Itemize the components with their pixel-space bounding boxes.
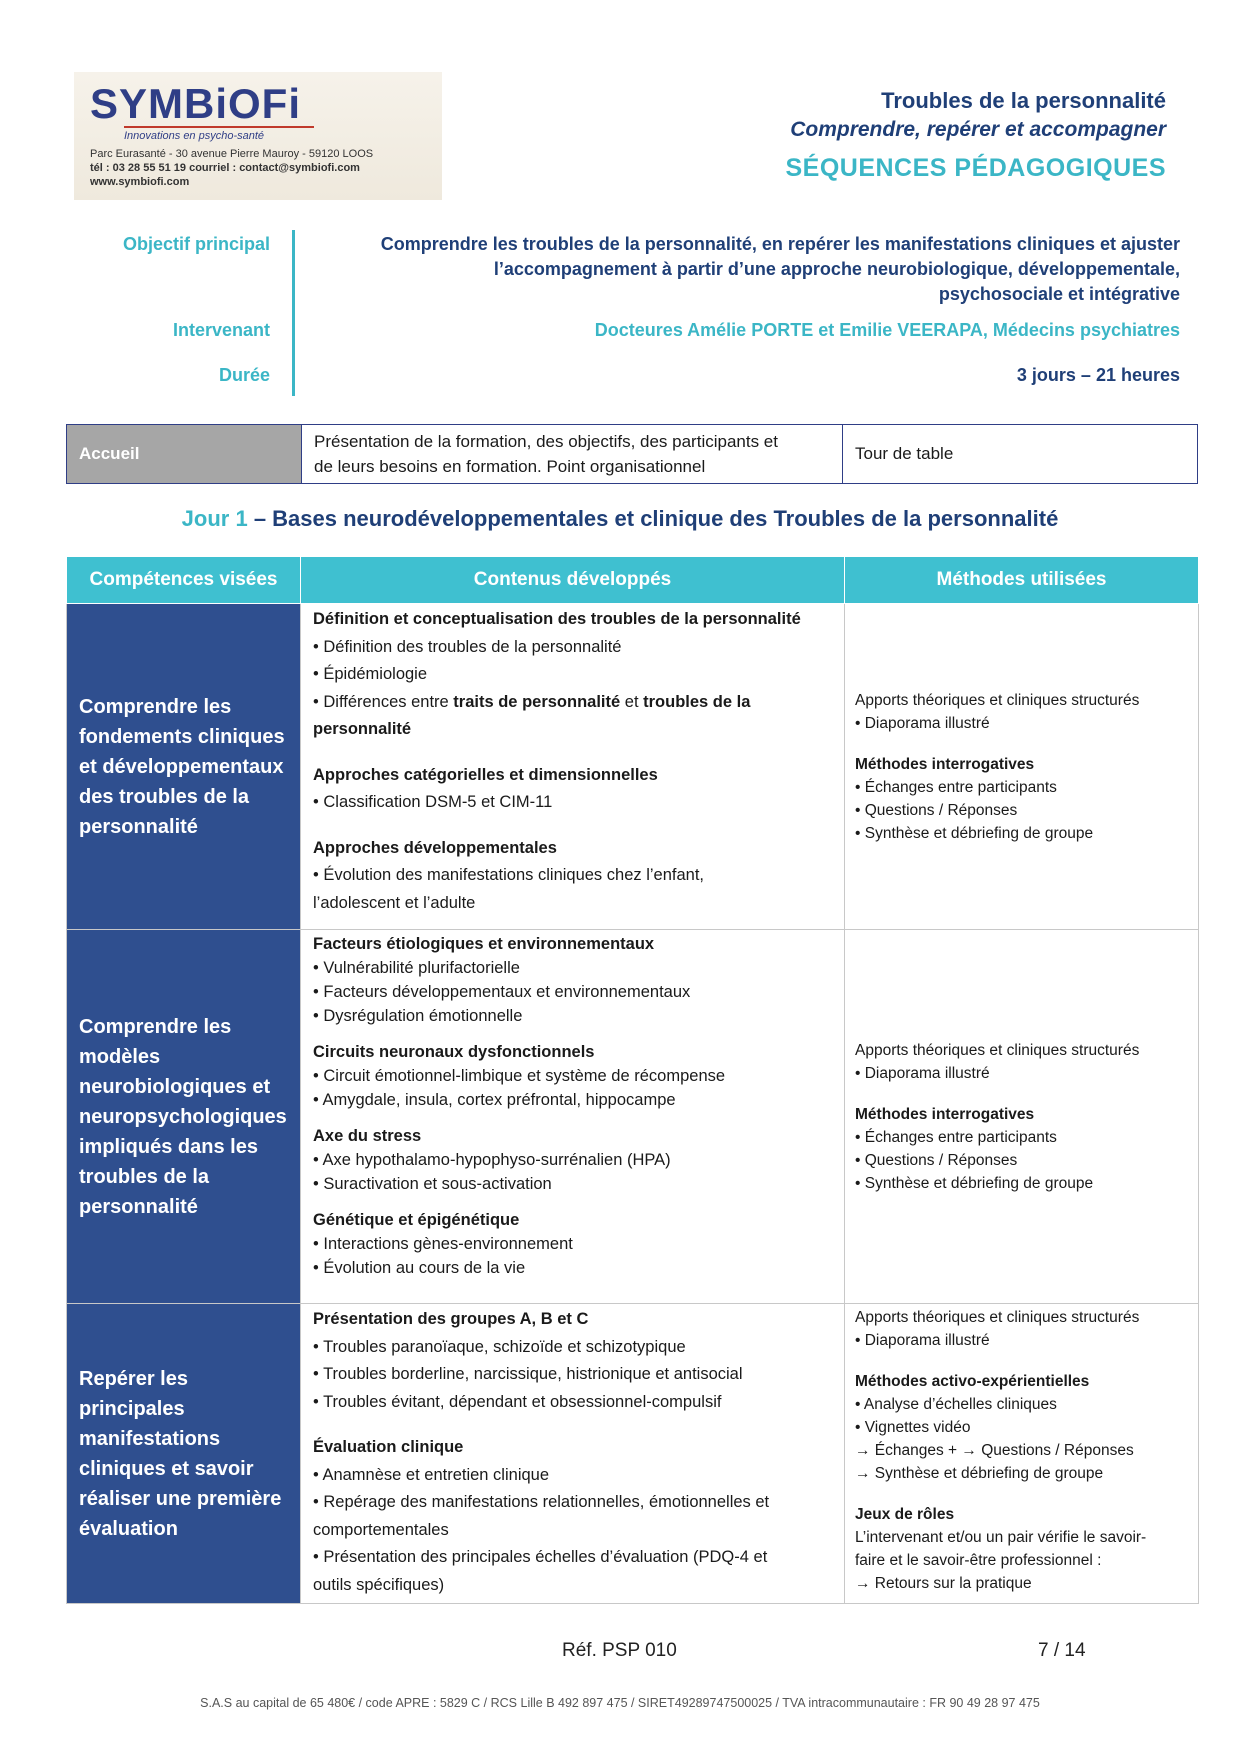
method-line: • Diaporama illustré [855, 1064, 990, 1082]
document-header [785, 88, 1166, 183]
company-logo [74, 72, 442, 200]
legal-footer: S.A.S au capital de 65 480€ / code APRE : 5829 C / RCS Lille B 492 897 475 / SIRET49289747500025 / TVA intracommunautaire : FR 90 49 28 97 475 [200, 1696, 1040, 1710]
table-row [67, 604, 1199, 930]
competence-line: fondements cliniques [79, 725, 285, 748]
method-line: • Vignettes vidéo [855, 1419, 971, 1436]
competence-line: impliqués dans les [79, 1135, 258, 1158]
content-section-title: Évaluation clinique [313, 1438, 464, 1456]
competence-line: neuropsychologiques [79, 1105, 287, 1128]
methods-cell [845, 930, 1199, 1304]
content-section-title: Présentation des groupes A, B et C [313, 1310, 589, 1328]
method-line: Apports théoriques et cliniques structurés [855, 1041, 1140, 1059]
content-section-title: Circuits neuronaux dysfonctionnels [313, 1043, 595, 1061]
content-bullet: • Circuit émotionnel-limbique et système de récompense [313, 1067, 726, 1085]
day-title: – Bases neurodéveloppementales et clinique des Troubles de la personnalité [247, 506, 1059, 531]
document-subtitle: Comprendre, repérer et accompagner [790, 118, 1166, 141]
content-text: • Différences entre [313, 692, 454, 711]
method-line: • Synthèse et débriefing de groupe [855, 1174, 1094, 1192]
method-line: → Échanges + → Questions / Réponses [855, 1442, 1134, 1459]
objectif-value [381, 232, 1180, 307]
content-section-title: Approches développementales [313, 838, 557, 857]
content-bullet: • Vulnérabilité plurifactorielle [313, 959, 520, 977]
duree-value: 3 jours – 21 heures [1016, 365, 1180, 385]
method-title: Méthodes activo-expérientielles [855, 1373, 1090, 1390]
method-line: faire et le savoir-être professionnel : [855, 1552, 1102, 1569]
content-bullet: • Troubles paranoïaque, schizoïde et schizotypique [313, 1337, 686, 1356]
content-bullet: • Évolution des manifestations cliniques chez l’enfant, [313, 866, 704, 884]
objectif-line: l’accompagnement à partir d’une approche neurobiologique, développementale, [493, 259, 1180, 279]
content-bullet: • Définition des troubles de la personnalité [313, 637, 622, 656]
competence-line: personnalité [79, 1195, 198, 1218]
competence-line: troubles de la [79, 1165, 210, 1188]
competence-line: cliniques et savoir [79, 1457, 254, 1480]
competence-line: et développementaux [79, 755, 284, 778]
method-line: • Échanges entre participants [855, 1128, 1057, 1146]
method-line: • Synthèse et débriefing de groupe [855, 824, 1094, 842]
page-number: 7 / 14 [1038, 1640, 1086, 1661]
competence-line: manifestations [79, 1427, 221, 1450]
content-cell [301, 604, 845, 930]
meta-divider [292, 230, 295, 396]
content-bullet: • Axe hypothalamo-hypophyso-surrénalien (HPA) [313, 1151, 671, 1169]
content-bullet: • Interactions gènes-environnement [313, 1235, 573, 1253]
content-emphasis: troubles de la [643, 692, 751, 711]
content-bullet: • Troubles évitant, dépendant et obsessionnel-compulsif [313, 1392, 722, 1411]
table-row [67, 930, 1199, 1304]
accueil-method: Tour de table [843, 425, 1198, 484]
document-title: Troubles de la personnalité [881, 88, 1166, 113]
logo-contact: tél : 03 28 55 51 19 courriel : contact@symbiofi.com [90, 162, 360, 174]
accueil-label: Accueil [67, 425, 302, 484]
objectif-line: psychosociale et intégrative [938, 284, 1180, 304]
column-header: Contenus développés [301, 557, 845, 604]
content-bullet: • Facteurs développementaux et environnementaux [313, 983, 691, 1001]
content-cell [301, 1304, 845, 1604]
content-cell [301, 930, 845, 1304]
competence-line: personnalité [79, 815, 198, 838]
competence-line: neurobiologiques et [79, 1075, 271, 1098]
competence-line: réaliser une première [79, 1487, 282, 1510]
document-reference: Réf. PSP 010 [562, 1640, 677, 1661]
content-bullet: • Anamnèse et entretien clinique [313, 1465, 550, 1484]
content-emphasis: personnalité [313, 720, 412, 738]
day-heading [0, 506, 1240, 532]
competence-cell [67, 604, 301, 930]
competence-line: Repérer les [79, 1367, 188, 1390]
logo-tagline: Innovations en psycho-santé [124, 126, 314, 142]
column-header: Méthodes utilisées [845, 557, 1199, 604]
method-line: Apports théoriques et cliniques structurés [855, 1309, 1140, 1326]
logo-address: Parc Eurasanté - 30 avenue Pierre Mauroy - 59120 LOOS [90, 148, 374, 160]
logo-website: www.symbiofi.com [90, 176, 190, 188]
competence-line: évaluation [79, 1517, 178, 1540]
day-label: Jour 1 [181, 506, 248, 531]
competence-line: modèles [79, 1045, 161, 1068]
method-line: Apports théoriques et cliniques structurés [855, 691, 1140, 709]
content-text: et [620, 692, 644, 711]
content-bullet: • Repérage des manifestations relationnelles, émotionnelles et [313, 1493, 770, 1511]
content-bullet: • Épidémiologie [313, 665, 428, 683]
content-section-title: Facteurs étiologiques et environnementaux [313, 935, 655, 953]
methods-cell [845, 604, 1199, 930]
methods-cell [845, 1304, 1199, 1604]
accueil-line: Présentation de la formation, des objectifs, des participants et [314, 432, 778, 451]
content-section-title: Approches catégorielles et dimensionnelles [313, 765, 658, 784]
competence-line: Comprendre les [79, 1015, 232, 1038]
method-line: • Échanges entre participants [855, 778, 1057, 796]
column-header: Compétences visées [67, 557, 301, 604]
method-title: Jeux de rôles [855, 1506, 955, 1523]
content-bullet: l’adolescent et l’adulte [313, 893, 476, 912]
method-line: • Diaporama illustré [855, 1332, 990, 1349]
content-bullet: • Dysrégulation émotionnelle [313, 1007, 523, 1025]
table-header-row [67, 557, 1199, 604]
content-section-title: Définition et conceptualisation des troubles de la personnalité [313, 610, 801, 628]
logo-wordmark: SYMBiOFi [90, 80, 302, 127]
method-title: Méthodes interrogatives [855, 755, 1035, 773]
method-line: → Retours sur la pratique [855, 1575, 1032, 1592]
method-line: L’intervenant et/ou un pair vérifie le savoir- [855, 1529, 1147, 1546]
intervenant-value: Docteures Amélie PORTE et Emilie VEERAPA, Médecins psychiatres [594, 320, 1180, 340]
accueil-description [302, 425, 843, 484]
method-line: → Synthèse et débriefing de groupe [855, 1465, 1104, 1482]
method-line: • Questions / Réponses [855, 801, 1018, 819]
content-section-title: Génétique et épigénétique [313, 1211, 520, 1229]
objectif-label: Objectif principal [122, 234, 270, 254]
objectif-line: Comprendre les troubles de la personnalité, en repérer les manifestations cliniques et ajuster [380, 234, 1180, 254]
content-bullet: comportementales [313, 1520, 449, 1539]
section-heading: SÉQUENCES PÉDAGOGIQUES [785, 154, 1166, 182]
method-line: • Questions / Réponses [855, 1151, 1018, 1169]
content-bullet: • Troubles borderline, narcissique, histrionique et antisocial [313, 1365, 743, 1383]
duree-label: Durée [218, 365, 270, 385]
content-bullet: • Présentation des principales échelles d’évaluation (PDQ-4 et [313, 1548, 768, 1566]
content-bullet: outils spécifiques) [313, 1575, 445, 1594]
method-line: • Analyse d’échelles cliniques [855, 1396, 1057, 1413]
competence-line: des troubles de la [79, 785, 250, 808]
method-title: Méthodes interrogatives [855, 1105, 1035, 1123]
content-bullet: • Évolution au cours de la vie [313, 1259, 526, 1277]
table-row [67, 1304, 1199, 1604]
content-bullet: • Amygdale, insula, cortex préfrontal, hippocampe [313, 1091, 676, 1109]
content-bullet [313, 689, 832, 717]
intervenant-label: Intervenant [172, 320, 270, 340]
content-bullet: • Classification DSM-5 et CIM-11 [313, 793, 553, 811]
accueil-table [66, 424, 1198, 484]
sequence-table [66, 556, 1199, 1604]
content-section-title: Axe du stress [313, 1127, 422, 1145]
content-bullet: • Suractivation et sous-activation [313, 1175, 552, 1193]
competence-cell [67, 1304, 301, 1604]
competence-line: principales [79, 1397, 185, 1420]
competence-line: Comprendre les [79, 695, 232, 718]
accueil-line: de leurs besoins en formation. Point organisationnel [314, 457, 706, 476]
content-emphasis: traits de personnalité [453, 692, 621, 711]
method-line: • Diaporama illustré [855, 714, 990, 732]
competence-cell [67, 930, 301, 1304]
